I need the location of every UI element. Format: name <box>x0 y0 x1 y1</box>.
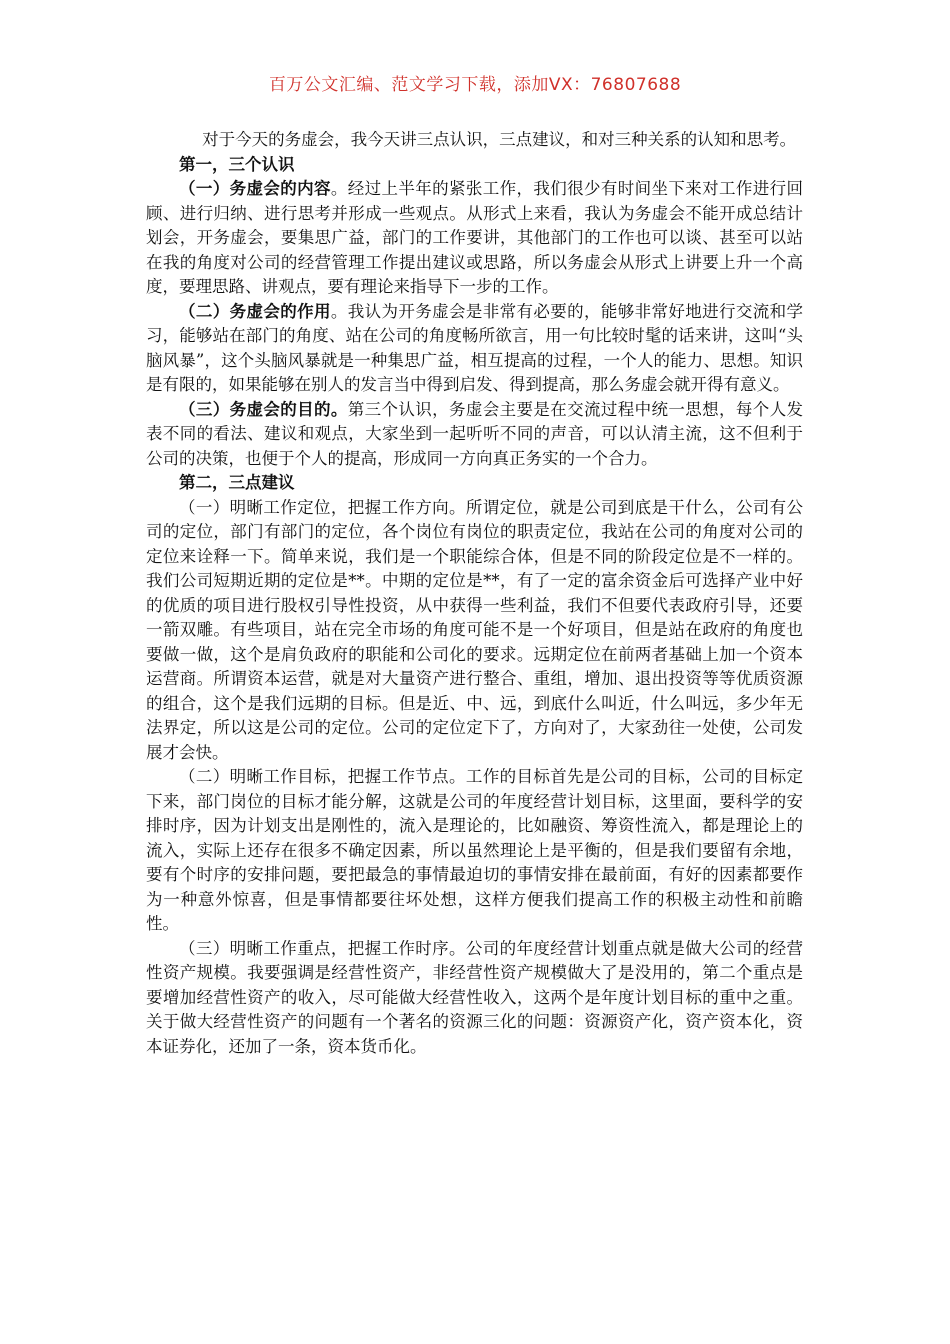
section-1-paragraph-3-body: 第三个认识，务虚会主要是在交流过程中统一思想，每个人发表不同的看法、建议和观点，大家坐到一起听听不同的声音，可以认清主流，这不但利于公司的决策，也便于个人的提高，形成同一方向真正务实的一个合力。 <box>146 399 803 468</box>
section-1-paragraph-1-body: 。经过上半年的紧张工作，我们很少有时间坐下来对工作进行回顾、进行归纳、进行思考并形成一些观点。从形式上来看，我认为务虚会不能开成总结计划会，开务虚会，要集思广益，部门的工作要讲，其他部门的工作也可以谈、甚至可以站在我的角度对公司的经营管理工作提出建议或思路，所以务虚会从形式上讲要上升一个高度，要理思路、讲观点，要有理论来指导下一步的工作。 <box>146 179 803 296</box>
section-2-paragraph-1: （一）明晰工作定位，把握工作方向。所谓定位，就是公司到底是干什么，公司有公司的定位，部门有部门的定位，各个岗位有岗位的职责定位，我站在公司的角度对公司的定位来诠释一下。简单来说，我们是一个职能综合体，但是不同的阶段定位是不一样的。我们公司短期近期的定位是**。中期的定位是**，有了一定的富余资金后可选择产业中好的优质的项目进行股权引导性投资，从中获得一些利益，我们不但要代表政府引导，还要一箭双雕。有些项目，站在完全市场的角度可能不是一个好项目，但是站在政府的角度也要做一做，这个是肩负政府的职能和公司化的要求。远期定位在前两者基础上加一个资本运营商。所谓资本运营，就是对大量资产进行整合、重组，增加、退出投资等等优质资源的组合，这个是我们远期的目标。但是近、中、远，到底什么叫近，什么叫远，多少年无法界定，所以这是公司的定位。公司的定位定下了，方向对了，大家劲往一处使，公司发展才会快。 <box>146 497 803 762</box>
document-header-banner: 百万公文汇编、范文学习下载，添加VX：76807688 <box>268 75 682 95</box>
section-1-paragraph-2-body: 。我认为开务虚会是非常有必要的，能够非常好地进行交流和学习，能够站在部门的角度、站在公司的角度畅所欲言，用一句比较时髦的话来讲，这叫“头脑风暴”，这个头脑风暴就是一种集思广益，相互提高的过程，一个人的能力、思想。知识是有限的，如果能够在别人的发言当中得到启发、得到提高，那么务虚会就开得有意义。 <box>146 301 803 394</box>
section-2-heading: 第二，三点建议 <box>179 473 295 492</box>
intro-paragraph: 对于今天的务虚会，我今天讲三点认识，三点建议，和对三种关系的认知和思考。 <box>202 130 797 149</box>
document-body <box>146 128 803 1059</box>
section-1-paragraph-1-lead: （一）务虚会的内容 <box>179 179 331 198</box>
section-1-paragraph-2-lead: （二）务虚会的作用 <box>179 301 331 321</box>
section-2-paragraph-2: （二）明晰工作目标，把握工作节点。工作的目标首先是公司的目标，公司的目标定下来，部门岗位的目标才能分解，这就是公司的年度经营计划目标，这里面，要科学的安排时序，因为计划支出是刚性的，流入是理论的，比如融资、筹资性流入，都是理论上的流入，实际上还存在很多不确定因素，所以虽然理论上是平衡的，但是我们要留有余地，要有个时序的安排问题，要把最急的事情最迫切的事情安排在最前面，有好的因素都要作为一种意外惊喜，但是事情都要往坏处想，这样方便我们提高工作的积极主动性和前瞻性。 <box>146 767 803 933</box>
section-1-paragraph-1 <box>146 177 803 300</box>
section-1-paragraph-3 <box>146 398 803 472</box>
section-1-heading: 第一，三个认识 <box>179 154 295 174</box>
section-1-paragraph-3-lead: （三）务虚会的目的。 <box>179 399 348 419</box>
section-1-paragraph-2 <box>146 300 803 398</box>
section-2-paragraph-3: （三）明晰工作重点，把握工作时序。公司的年度经营计划重点就是做大公司的经营性资产规模。我要强调是经营性资产，非经营性资产规模做大了是没用的，第二个重点是要增加经营性资产的收入，尽可能做大经营性收入，这两个是年度计划目标的重中之重。关于做大经营性资产的问题有一个著名的资源三化的问题：资源资产化，资产资本化，资本证券化，还加了一条，资本货币化。 <box>146 938 803 1056</box>
